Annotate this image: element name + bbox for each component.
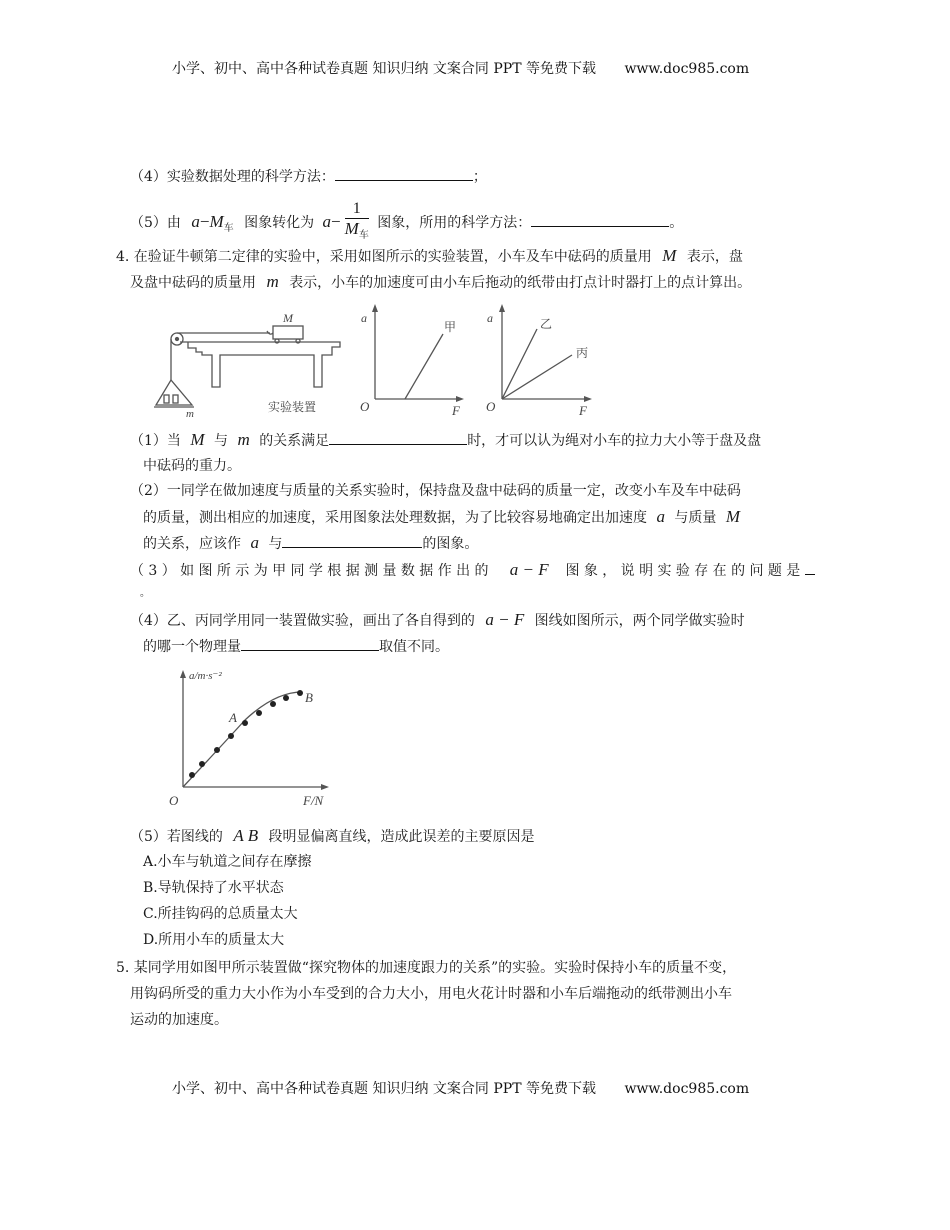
origin-label: O <box>169 793 179 808</box>
apparatus-figure <box>150 305 350 420</box>
sub-text: 的关系满足 <box>259 433 330 449</box>
math-expr: a − F <box>509 560 549 579</box>
sub-text: 中砝码的重力。 <box>143 458 241 474</box>
math-var: a <box>656 507 665 526</box>
q4-sub2-line3 <box>143 533 478 554</box>
sub-text: 与 <box>214 433 228 449</box>
point-b-label: B <box>305 690 313 705</box>
prev-q4-end: ； <box>472 169 487 185</box>
q4-sub4-line1 <box>130 610 745 631</box>
prev-q5: （5）由 $a-M_车$ 图象转化为 a− $\frac{1}{M_车}$ 图象，所用的科学方法： 。 <box>130 200 684 241</box>
x-axis-label: F/N <box>303 793 324 808</box>
q4-sub2-line1 <box>130 481 741 501</box>
option-d[interactable] <box>143 930 284 950</box>
answer-blank[interactable] <box>329 430 467 445</box>
y-axis-label: a <box>487 311 493 325</box>
apparatus-caption: 实验装置 <box>268 400 317 414</box>
math-var: M <box>725 507 741 526</box>
q4-stem-text: 表示，小车的加速度可由小车后拖动的纸带由打点计时器打上的点计算出。 <box>289 275 752 291</box>
q4-sub5 <box>130 826 535 847</box>
math-expr: A B <box>233 826 259 845</box>
line-bing-label: 丙 <box>576 346 589 360</box>
q5-text: 5. 某同学用如图甲所示装置做“探究物体的加速度跟力的关系”的实验。实验时保持小车的质量不变， <box>116 960 737 976</box>
point-a-label: A <box>229 710 237 725</box>
q5-text: 用钩码所受的重力大小作为小车受到的合力大小，用电火花计时器和小车后端拖动的纸带测出小车 <box>130 986 732 1002</box>
sub-text: 与 <box>268 536 283 552</box>
sub-text: 时，才可以认为绳对小车的拉力大小等于盘及盘 <box>467 433 762 449</box>
prev-q5-post: 图象，所用的科学方法： <box>377 214 532 231</box>
graph-jia <box>355 300 470 420</box>
svg-text:a/m·s⁻² <box>189 670 222 682</box>
line-jia-label: 甲 <box>444 320 457 334</box>
prev-q4 <box>130 166 487 187</box>
math-var: M <box>190 430 205 449</box>
weight-label: m <box>186 408 194 420</box>
math-expr: a − F <box>485 610 525 629</box>
sub-text: 的质量，测出相应的加速度，采用图象法处理数据，为了比较容易地确定出加速度 <box>143 510 647 526</box>
sub-text: 图线如图所示，两个同学做实验时 <box>534 613 745 629</box>
origin-label: O <box>486 399 496 414</box>
origin-label: O <box>360 399 370 414</box>
answer-blank[interactable] <box>282 533 422 548</box>
math-expr: $a-M_车$ <box>191 211 234 234</box>
q4-sub3-line1 <box>130 560 815 581</box>
answer-blank[interactable] <box>241 636 379 651</box>
q4-sub3-line2 <box>140 584 150 604</box>
option-label: C.所挂钩码的总质量太大 <box>143 906 298 922</box>
q4-stem-text: 及盘中砝码的质量用 <box>130 275 256 291</box>
sub-text: 的关系，应该作 <box>143 536 241 552</box>
sub-text: （5）若图线的 <box>130 829 223 845</box>
q5-text: 运动的加速度。 <box>130 1012 228 1028</box>
x-axis-label: F <box>452 403 460 418</box>
header-text: 小学、初中、高中各种试卷真题 知识归纳 文案合同 PPT 等免费下载 <box>172 61 596 77</box>
math-var: m <box>237 430 250 449</box>
answer-blank[interactable] <box>531 212 669 227</box>
option-b[interactable] <box>143 878 284 898</box>
q5-line1 <box>116 958 736 978</box>
prev-q5-pre: （5）由 <box>130 214 181 231</box>
y-axis-label: a/m·s⁻² <box>189 670 222 682</box>
answer-blank[interactable] <box>335 166 473 181</box>
header-url: www.doc985.com <box>624 61 750 77</box>
math-var: M <box>662 246 677 265</box>
sub-text: 。 <box>140 588 150 599</box>
line-yi-label: 乙 <box>540 317 553 331</box>
math-var: a <box>250 533 259 552</box>
answer-blank[interactable] <box>805 560 815 575</box>
y-axis-label: a <box>361 311 367 325</box>
q4-sub1-line2 <box>143 456 241 476</box>
option-c[interactable] <box>143 904 298 924</box>
sub-text: （3）如图所示为甲同学根据测量数据作出的 <box>130 563 493 579</box>
q4-stem-text: 表示，盘 <box>686 249 743 265</box>
x-axis-label: F <box>579 403 587 418</box>
q5-line2 <box>130 984 732 1004</box>
q4-stem-line2 <box>130 272 751 293</box>
option-label: A.小车与轨道之间存在摩擦 <box>143 854 312 870</box>
q4-sub1-line1 <box>130 430 761 451</box>
sub-text: 与质量 <box>674 510 717 526</box>
sub-text: 段明显偏离直线，造成此误差的主要原因是 <box>268 829 535 845</box>
graph-ab-curve <box>165 662 345 810</box>
q4-stem-text: 4. 在验证牛顿第二定律的实验中，采用如图所示的实验装置，小车及车中砝码的质量用 <box>116 249 652 265</box>
page-header <box>172 58 749 78</box>
sub-text: （2）一同学在做加速度与质量的关系实验时，保持盘及盘中砝码的质量一定，改变小车及车中砝码 <box>130 483 741 499</box>
graph-yi-bing <box>480 300 600 420</box>
page-footer <box>172 1078 749 1098</box>
prev-q4-label: （4）实验数据处理的科学方法： <box>130 169 335 185</box>
prev-q5-mid: 图象转化为 <box>244 214 315 231</box>
sub-text: 取值不同。 <box>379 639 449 655</box>
sub-text: 的哪一个物理量 <box>143 639 241 655</box>
option-label: D.所用小车的质量太大 <box>143 932 285 948</box>
q4-stem-line1 <box>116 246 743 267</box>
q5-line3 <box>130 1010 228 1030</box>
sub-text: （4）乙、丙同学用同一装置做实验，画出了各自得到的 <box>130 613 475 629</box>
math-fraction-expr: a− $\frac{1}{M_车}$ <box>322 200 369 241</box>
sub-text: 的图象。 <box>422 536 479 552</box>
footer-text: 小学、初中、高中各种试卷真题 知识归纳 文案合同 PPT 等免费下载 <box>172 1081 596 1097</box>
sub-text: （1）当 <box>130 433 181 449</box>
cart-label: M <box>283 311 293 325</box>
footer-url: www.doc985.com <box>624 1081 750 1097</box>
option-label: B.导轨保持了水平状态 <box>143 880 284 896</box>
option-a[interactable] <box>143 852 312 872</box>
q4-sub2-line2 <box>143 507 740 528</box>
q4-sub4-line2 <box>143 636 449 657</box>
sub-text: 图象，说明实验存在的问题是 <box>565 563 805 579</box>
math-var: m <box>266 272 279 291</box>
